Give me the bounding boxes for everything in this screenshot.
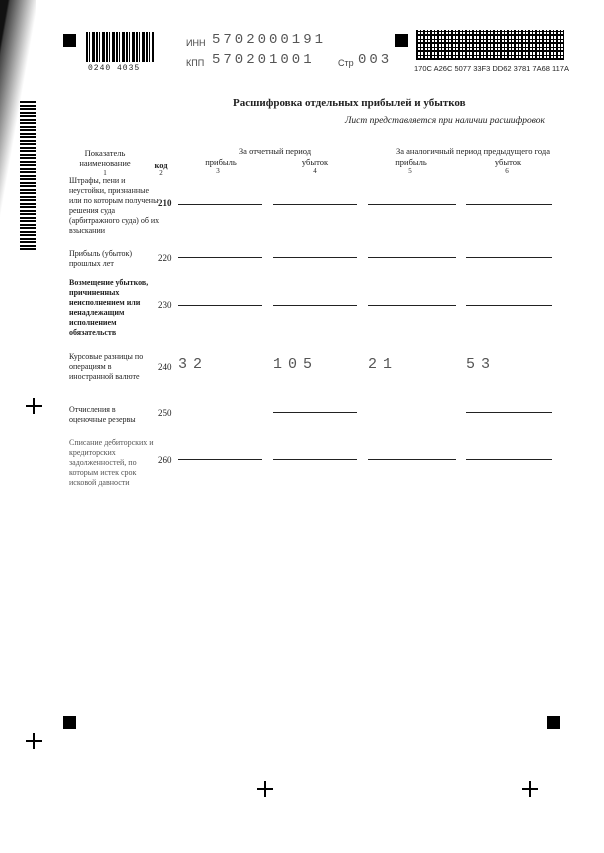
col-loss-reporting: убыток: [301, 157, 329, 167]
inn-label: ИНН: [186, 38, 206, 48]
col-number-5: 5: [408, 167, 412, 175]
col-number-6: 6: [505, 167, 509, 175]
row-code-240: 240: [158, 362, 172, 372]
page-label: Стр: [338, 58, 354, 68]
field-260-profit-prev[interactable]: [368, 459, 456, 460]
col-loss-previous: убыток: [494, 157, 522, 167]
row-code-260: 260: [158, 455, 172, 465]
field-210-profit-prev[interactable]: [368, 204, 456, 205]
col-previous-period: За аналогичный период предыдущего года: [395, 146, 551, 156]
row-label-260: Списание дебиторских и кредиторских задолженностей, по которым истек срок исковой давности: [69, 438, 154, 487]
field-230-loss[interactable]: [273, 305, 357, 306]
field-260-loss[interactable]: [273, 459, 357, 460]
row-label-220: Прибыль (убыток) прошлых лет: [69, 249, 133, 268]
value-240-profit: 32: [178, 356, 209, 373]
field-220-profit-prev[interactable]: [368, 257, 456, 258]
field-230-profit-prev[interactable]: [368, 305, 456, 306]
row-label-250: Отчисления в оценочные резервы: [69, 405, 136, 424]
page-number: 003: [358, 52, 393, 68]
kpp-label: КПП: [186, 58, 205, 68]
row-code-220: 220: [158, 253, 172, 263]
page-title: Расшифровка отдельных прибылей и убытков: [233, 97, 466, 109]
field-260-profit[interactable]: [178, 459, 262, 460]
field-230-loss-prev[interactable]: [466, 305, 552, 306]
kpp-value: 570201001: [212, 52, 315, 68]
col-profit-reporting: прибыль: [205, 157, 237, 167]
value-240-loss: 105: [273, 356, 319, 373]
inn-value: 5702000191: [212, 32, 327, 48]
col-profit-previous: прибыль: [395, 157, 427, 167]
page-subtitle: Лист представляется при наличии расшифровок: [345, 116, 545, 126]
corner-marker-top-right: [395, 34, 408, 47]
col-reporting-period: За отчетный период: [238, 146, 312, 156]
col-code: код: [154, 160, 168, 170]
row-code-230: 230: [158, 300, 172, 310]
col-number-1: 1: [103, 169, 107, 177]
field-210-loss[interactable]: [273, 204, 357, 205]
field-220-profit[interactable]: [178, 257, 262, 258]
corner-marker-top-left: [63, 34, 76, 47]
col-indicator-name: наименование: [79, 158, 131, 168]
col-indicator: Показатель: [84, 148, 126, 158]
2d-barcode: [416, 30, 564, 60]
field-210-loss-prev[interactable]: [466, 204, 552, 205]
registration-cross-icon: [522, 781, 538, 797]
row-label-240: Курсовые разницы по операциям в иностранной валюте: [69, 352, 144, 381]
field-250-loss-prev[interactable]: [466, 412, 552, 413]
col-number-2: 2: [159, 169, 163, 177]
side-barcode: [20, 100, 36, 250]
row-label-230: Возмещение убытков, причиненных неисполнением или ненадлежащим исполнением обязательств: [69, 278, 149, 337]
value-240-loss-prev: 53: [466, 356, 497, 373]
field-210-profit[interactable]: [178, 204, 262, 205]
page-barcode: [86, 32, 154, 62]
matrix-code: 170C A26C 5077 33F3 DD62 3781 7A68 117A: [414, 64, 569, 73]
corner-marker-bottom-left: [63, 716, 76, 729]
field-220-loss-prev[interactable]: [466, 257, 552, 258]
registration-cross-icon: [26, 398, 42, 414]
row-label-210: Штрафы, пени и неустойки, признанные или по которым получены решения суда (арбитражного суда) об их взыскании: [69, 176, 160, 235]
col-number-4: 4: [313, 167, 317, 175]
row-code-250: 250: [158, 408, 172, 418]
field-250-loss[interactable]: [273, 412, 357, 413]
field-230-profit[interactable]: [178, 305, 262, 306]
corner-marker-bottom-right: [547, 716, 560, 729]
col-number-3: 3: [216, 167, 220, 175]
field-220-loss[interactable]: [273, 257, 357, 258]
row-code-210: 210: [158, 198, 172, 208]
field-260-loss-prev[interactable]: [466, 459, 552, 460]
registration-cross-icon: [257, 781, 273, 797]
registration-cross-icon: [26, 733, 42, 749]
value-240-profit-prev: 21: [368, 356, 399, 373]
barcode-number: 0240 4035: [88, 64, 141, 73]
